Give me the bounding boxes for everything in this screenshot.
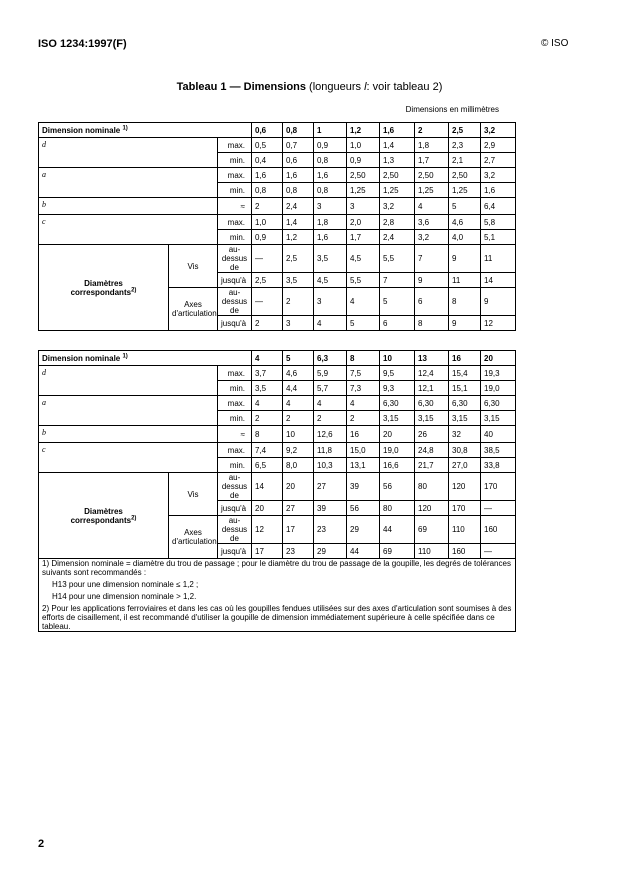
- value-cell: 7,3: [347, 381, 380, 396]
- value-cell: 1,0: [347, 138, 380, 153]
- value-cell: 3: [347, 198, 380, 215]
- value-cell: 2,50: [415, 168, 449, 183]
- value-cell: 13: [415, 351, 449, 366]
- value-cell: 2,1: [449, 153, 481, 168]
- value-cell: 1,7: [415, 153, 449, 168]
- value-cell: 0,8: [314, 183, 347, 198]
- value-cell: 24,8: [415, 443, 449, 458]
- value-cell: 38,5: [481, 443, 516, 458]
- table-row: [39, 215, 516, 230]
- units-note: Dimensions en millimètres: [405, 105, 499, 114]
- value-cell: 20: [481, 351, 516, 366]
- value-cell: 29: [314, 544, 347, 559]
- value-cell: 2,0: [347, 215, 380, 230]
- value-cell: 3: [283, 316, 314, 331]
- value-cell: 5: [449, 198, 481, 215]
- value-cell: 80: [415, 473, 449, 501]
- value-cell: 2: [283, 411, 314, 426]
- value-cell: 3,5: [252, 381, 283, 396]
- value-cell: 1,6: [314, 230, 347, 245]
- symbol-d: d: [39, 138, 218, 168]
- limit-label: max.: [218, 366, 252, 381]
- value-cell: 11: [449, 273, 481, 288]
- value-cell: 2,4: [380, 230, 415, 245]
- value-cell: 3,2: [380, 198, 415, 215]
- value-cell: 17: [252, 544, 283, 559]
- value-cell: 14: [481, 273, 516, 288]
- footnote-ref: 1): [122, 352, 128, 359]
- value-cell: 4: [415, 198, 449, 215]
- value-cell: 27: [314, 473, 347, 501]
- value-cell: 27,0: [449, 458, 481, 473]
- value-cell: 4,5: [314, 273, 347, 288]
- value-cell: 1,6: [380, 123, 415, 138]
- value-cell: 12: [481, 316, 516, 331]
- value-cell: 0,5: [252, 138, 283, 153]
- value-cell: 0,9: [314, 138, 347, 153]
- limit-label: max.: [218, 168, 252, 183]
- value-cell: 2,4: [283, 198, 314, 215]
- value-cell: 10: [380, 351, 415, 366]
- value-cell: 9: [449, 316, 481, 331]
- above-label: au-dessus de: [218, 516, 252, 544]
- dimensions-table-1: [38, 122, 516, 331]
- value-cell: 7,5: [347, 366, 380, 381]
- value-cell: 3,15: [481, 411, 516, 426]
- value-cell: 4: [314, 396, 347, 411]
- value-cell: 13,1: [347, 458, 380, 473]
- footnotes: [39, 559, 516, 632]
- value-cell: 5,9: [314, 366, 347, 381]
- value-cell: 12: [252, 516, 283, 544]
- value-cell: 5: [380, 288, 415, 316]
- value-cell: 6,30: [415, 396, 449, 411]
- value-cell: 0,8: [314, 153, 347, 168]
- value-cell: 4,4: [283, 381, 314, 396]
- table-row: [39, 198, 516, 215]
- value-cell: 4: [347, 396, 380, 411]
- value-cell: 4,6: [283, 366, 314, 381]
- value-cell: 23: [283, 544, 314, 559]
- corresponding-diameters-label: [39, 245, 169, 331]
- limit-label: min.: [218, 183, 252, 198]
- value-cell: 44: [347, 544, 380, 559]
- value-cell: 29: [347, 516, 380, 544]
- table-caption: [0, 81, 619, 93]
- value-cell: 39: [314, 501, 347, 516]
- upto-label: jusqu'à: [218, 544, 252, 559]
- value-cell: 2,50: [380, 168, 415, 183]
- upto-label: jusqu'à: [218, 273, 252, 288]
- value-cell: 2,50: [347, 168, 380, 183]
- value-cell: 3: [314, 288, 347, 316]
- articulation-label-text: d'articulation: [172, 309, 217, 318]
- value-cell: 16,6: [380, 458, 415, 473]
- value-cell: 5,5: [380, 245, 415, 273]
- table-row: [39, 396, 516, 411]
- limit-label: min.: [218, 411, 252, 426]
- caption-text-b: : voir tableau 2): [366, 81, 443, 93]
- value-cell: 80: [380, 501, 415, 516]
- value-cell: 2: [347, 411, 380, 426]
- value-cell: 69: [415, 516, 449, 544]
- value-cell: 15,0: [347, 443, 380, 458]
- value-cell: 110: [415, 544, 449, 559]
- value-cell: 2,8: [380, 215, 415, 230]
- value-cell: 3,15: [380, 411, 415, 426]
- value-cell: —: [252, 245, 283, 273]
- value-cell: 120: [449, 473, 481, 501]
- value-cell: 8: [449, 288, 481, 316]
- value-cell: 0,8: [283, 123, 314, 138]
- value-cell: 16: [347, 426, 380, 443]
- copyright: © ISO: [541, 38, 569, 49]
- value-cell: 1,4: [380, 138, 415, 153]
- value-cell: 8,0: [283, 458, 314, 473]
- value-cell: 33,8: [481, 458, 516, 473]
- value-cell: 10: [283, 426, 314, 443]
- value-cell: 1,6: [252, 168, 283, 183]
- corresponding-label: correspondants: [70, 287, 132, 297]
- value-cell: 19,0: [380, 443, 415, 458]
- value-cell: —: [481, 501, 516, 516]
- value-cell: 2: [252, 316, 283, 331]
- value-cell: 6,5: [252, 458, 283, 473]
- table-row: [39, 366, 516, 381]
- value-cell: 170: [481, 473, 516, 501]
- value-cell: 6,3: [314, 351, 347, 366]
- value-cell: 6,4: [481, 198, 516, 215]
- limit-label: min.: [218, 153, 252, 168]
- page-number: 2: [38, 838, 45, 850]
- limit-label: max.: [218, 138, 252, 153]
- symbol-d: d: [39, 366, 218, 396]
- value-cell: 4: [283, 396, 314, 411]
- value-cell: 5,5: [347, 273, 380, 288]
- value-cell: 2,5: [449, 123, 481, 138]
- value-cell: 1,8: [415, 138, 449, 153]
- value-cell: 4: [347, 288, 380, 316]
- value-cell: 5: [283, 351, 314, 366]
- symbol-c: c: [39, 443, 218, 473]
- value-cell: 12,4: [415, 366, 449, 381]
- value-cell: 120: [415, 501, 449, 516]
- value-cell: 3,5: [283, 273, 314, 288]
- value-cell: 1,4: [283, 215, 314, 230]
- value-cell: 6: [415, 288, 449, 316]
- axes-label-text: Axes: [184, 528, 202, 537]
- value-cell: 9: [481, 288, 516, 316]
- value-cell: 4: [252, 396, 283, 411]
- value-cell: 3,6: [415, 215, 449, 230]
- value-cell: 3,15: [415, 411, 449, 426]
- symbol-c: c: [39, 215, 218, 245]
- value-cell: 56: [347, 501, 380, 516]
- value-cell: 20: [252, 501, 283, 516]
- nominal-label: [39, 351, 218, 366]
- corresponding-label: correspondants: [70, 515, 132, 525]
- value-cell: 8: [347, 351, 380, 366]
- value-cell: 7: [415, 245, 449, 273]
- limit-label: min.: [218, 458, 252, 473]
- above-label: au-dessus de: [218, 473, 252, 501]
- value-cell: 39: [347, 473, 380, 501]
- value-cell: 6,30: [380, 396, 415, 411]
- value-cell: 1,2: [347, 123, 380, 138]
- value-cell: 1,8: [314, 215, 347, 230]
- symbol-b: b: [39, 426, 218, 443]
- value-cell: 1,25: [347, 183, 380, 198]
- value-cell: —: [481, 544, 516, 559]
- value-cell: 2: [252, 198, 283, 215]
- value-cell: 3: [314, 198, 347, 215]
- value-cell: 0,9: [347, 153, 380, 168]
- value-cell: 1,25: [380, 183, 415, 198]
- value-cell: 1,6: [314, 168, 347, 183]
- value-cell: 0,6: [252, 123, 283, 138]
- limit-label: ≈: [218, 198, 252, 215]
- nominal-label-text: Dimension nominale: [42, 353, 121, 363]
- value-cell: 6,30: [449, 396, 481, 411]
- symbol-b: b: [39, 198, 218, 215]
- value-cell: 2,50: [449, 168, 481, 183]
- value-cell: 3,5: [314, 245, 347, 273]
- above-label: au-dessus de: [218, 245, 252, 273]
- value-cell: 2: [252, 411, 283, 426]
- document-id: ISO 1234:1997(F): [38, 38, 127, 50]
- value-cell: 1,25: [415, 183, 449, 198]
- table-row: [39, 426, 516, 443]
- diameters-label: Diamètres: [84, 506, 123, 516]
- value-cell: 32: [449, 426, 481, 443]
- value-cell: 6,30: [481, 396, 516, 411]
- value-cell: 1,6: [283, 168, 314, 183]
- value-cell: 44: [380, 516, 415, 544]
- value-cell: 10,3: [314, 458, 347, 473]
- symbol-a: a: [39, 396, 218, 426]
- value-cell: 4: [252, 351, 283, 366]
- header-row: [39, 123, 516, 138]
- value-cell: 2: [283, 288, 314, 316]
- caption-italic: l: [364, 81, 367, 93]
- value-cell: 2,7: [481, 153, 516, 168]
- value-cell: 7,4: [252, 443, 283, 458]
- value-cell: 1,2: [283, 230, 314, 245]
- value-cell: 9,5: [380, 366, 415, 381]
- nominal-label-text: Dimension nominale: [42, 125, 121, 135]
- value-cell: 3,15: [449, 411, 481, 426]
- value-cell: 0,9: [252, 230, 283, 245]
- value-cell: 0,8: [283, 183, 314, 198]
- value-cell: 1,0: [252, 215, 283, 230]
- value-cell: 1,7: [347, 230, 380, 245]
- limit-label: max.: [218, 396, 252, 411]
- value-cell: 9,2: [283, 443, 314, 458]
- upto-label: jusqu'à: [218, 316, 252, 331]
- value-cell: 11: [481, 245, 516, 273]
- value-cell: 27: [283, 501, 314, 516]
- value-cell: 2: [314, 411, 347, 426]
- value-cell: 56: [380, 473, 415, 501]
- value-cell: 0,4: [252, 153, 283, 168]
- dimensions-table-2: [38, 350, 516, 632]
- value-cell: 26: [415, 426, 449, 443]
- value-cell: 12,6: [314, 426, 347, 443]
- value-cell: 3,7: [252, 366, 283, 381]
- value-cell: 5,1: [481, 230, 516, 245]
- value-cell: 160: [449, 544, 481, 559]
- value-cell: 21,7: [415, 458, 449, 473]
- symbol-a: a: [39, 168, 218, 198]
- value-cell: 20: [380, 426, 415, 443]
- value-cell: 30,8: [449, 443, 481, 458]
- value-cell: 5,8: [481, 215, 516, 230]
- value-cell: 2: [415, 123, 449, 138]
- limit-label: max.: [218, 443, 252, 458]
- value-cell: 8: [415, 316, 449, 331]
- value-cell: 2,5: [283, 245, 314, 273]
- value-cell: 1,25: [449, 183, 481, 198]
- footnote-ref: 2): [131, 514, 137, 521]
- value-cell: —: [252, 288, 283, 316]
- footnotes-row: [39, 559, 516, 632]
- value-cell: 110: [449, 516, 481, 544]
- value-cell: 0,7: [283, 138, 314, 153]
- value-cell: 1,3: [380, 153, 415, 168]
- limit-label: max.: [218, 215, 252, 230]
- footnote-h14: H14 pour une dimension nominale > 1,2.: [52, 592, 197, 601]
- value-cell: 40: [481, 426, 516, 443]
- value-cell: 2,3: [449, 138, 481, 153]
- value-cell: 8: [252, 426, 283, 443]
- axes-label: [169, 516, 218, 559]
- value-cell: 12,1: [415, 381, 449, 396]
- nominal-label: [39, 123, 218, 138]
- axes-label: [169, 288, 218, 331]
- above-label: au-dessus de: [218, 288, 252, 316]
- value-cell: 5: [347, 316, 380, 331]
- value-cell: 3,2: [481, 123, 516, 138]
- value-cell: 17: [283, 516, 314, 544]
- corresponding-diameters-label: [39, 473, 169, 559]
- value-cell: 4,6: [449, 215, 481, 230]
- value-cell: 5,7: [314, 381, 347, 396]
- table-row: [39, 168, 516, 183]
- caption-bold: Tableau 1 — Dimensions: [176, 81, 306, 93]
- upto-label: jusqu'à: [218, 501, 252, 516]
- value-cell: 19,0: [481, 381, 516, 396]
- value-cell: 7: [380, 273, 415, 288]
- value-cell: 160: [481, 516, 516, 544]
- limit-label: ≈: [218, 426, 252, 443]
- value-cell: 0,8: [252, 183, 283, 198]
- footnote-1: 1) Dimension nominale = diamètre du trou de passage ; pour le diamètre du trou de passage de la goupille, les degrés de tolérances suivants sont recommandés :: [42, 559, 511, 577]
- footnote-2: 2) Pour les applications ferroviaires et dans les cas où les goupilles fendues utilisées sur des axes d'articulation sont soumises à des efforts de cisaillement, il est recommandé d'utiliser la goupille de dimension immédiatement supérieure à celle spécifiée dans ce tableau.: [42, 604, 512, 631]
- value-cell: 9: [415, 273, 449, 288]
- footnote-ref: 1): [122, 124, 128, 131]
- header-row: [39, 351, 516, 366]
- vis-label: Vis: [169, 473, 218, 516]
- axes-label-text: Axes: [184, 300, 202, 309]
- value-cell: 2,9: [481, 138, 516, 153]
- limit-label: min.: [218, 230, 252, 245]
- footnote-ref: 2): [131, 286, 137, 293]
- value-cell: 4: [314, 316, 347, 331]
- table-row: [39, 443, 516, 458]
- value-cell: 4,0: [449, 230, 481, 245]
- table-row: [39, 245, 516, 273]
- value-cell: 15,4: [449, 366, 481, 381]
- vis-label: Vis: [169, 245, 218, 288]
- value-cell: 69: [380, 544, 415, 559]
- value-cell: 1: [314, 123, 347, 138]
- value-cell: 16: [449, 351, 481, 366]
- value-cell: 14: [252, 473, 283, 501]
- table-row: [39, 138, 516, 153]
- value-cell: 9,3: [380, 381, 415, 396]
- value-cell: 6: [380, 316, 415, 331]
- value-cell: 1,6: [481, 183, 516, 198]
- footnote-h13: H13 pour une dimension nominale ≤ 1,2 ;: [52, 580, 199, 589]
- value-cell: 9: [449, 245, 481, 273]
- value-cell: 4,5: [347, 245, 380, 273]
- value-cell: 0,6: [283, 153, 314, 168]
- limit-label: min.: [218, 381, 252, 396]
- value-cell: 2,5: [252, 273, 283, 288]
- value-cell: 170: [449, 501, 481, 516]
- value-cell: 23: [314, 516, 347, 544]
- value-cell: 3,2: [415, 230, 449, 245]
- value-cell: 15,1: [449, 381, 481, 396]
- value-cell: 19,3: [481, 366, 516, 381]
- caption-text-a: (longueurs: [306, 81, 365, 93]
- value-cell: 20: [283, 473, 314, 501]
- table-row: [39, 473, 516, 501]
- diameters-label: Diamètres: [84, 278, 123, 288]
- value-cell: 11,8: [314, 443, 347, 458]
- articulation-label-text: d'articulation: [172, 537, 217, 546]
- value-cell: 3,2: [481, 168, 516, 183]
